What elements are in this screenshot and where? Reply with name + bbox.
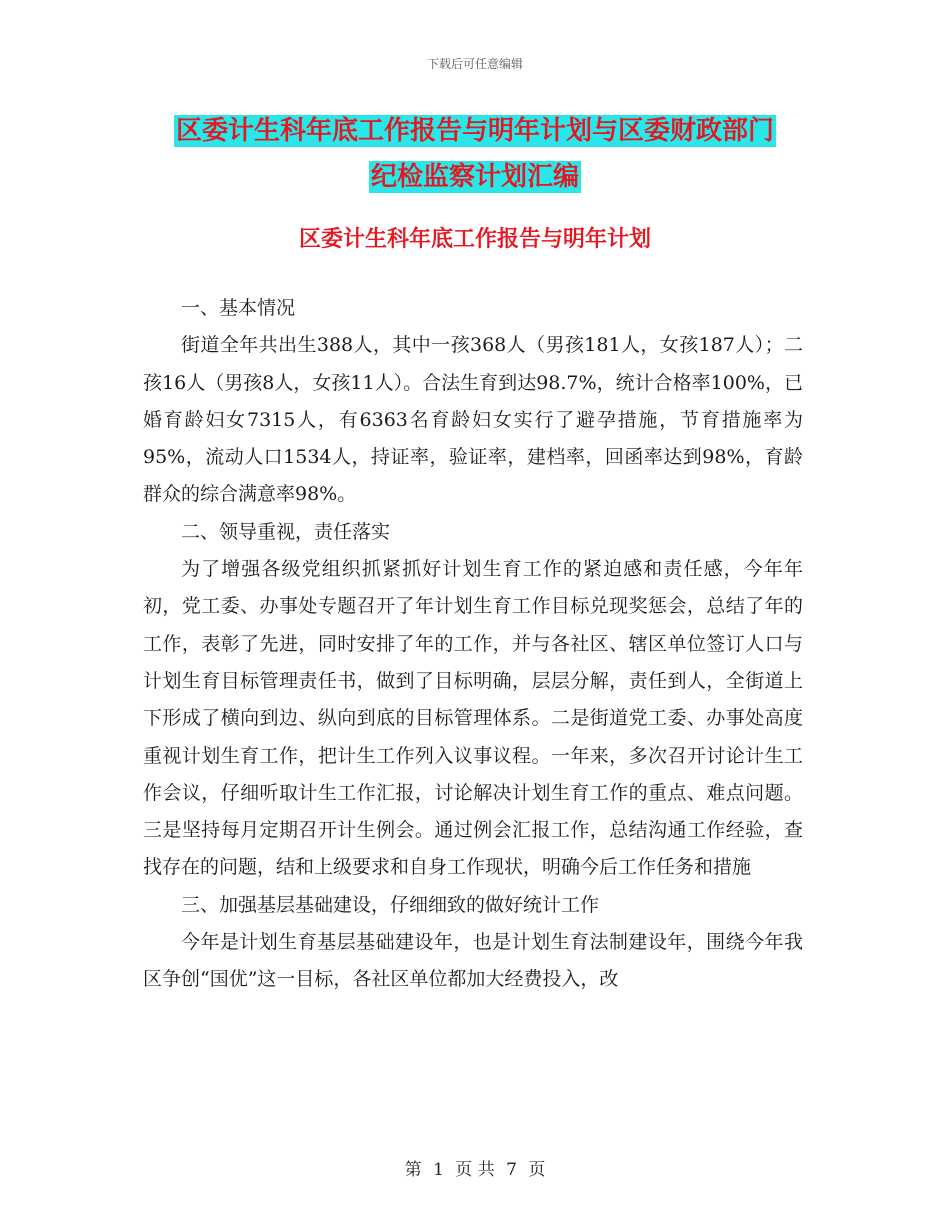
footer-page-number: 1: [433, 1160, 444, 1180]
heading-grassroots: 三、加强基层基础建设，仔细细致的做好统计工作: [181, 893, 600, 916]
paragraph-leadership: 为了增强各级党组织抓紧抓好计划生育工作的紧迫感和责任感，今年年初，党工委、办事处专题召开了年计划生育工作目标兑现奖惩会，总结了年的工作，表彰了先进，同时安排了年的工作，并与各社区、辖区单位签订人口与计划生育目标管理责任书，做到了目标明确，层层分解，责任到人，全街道上下形成了横向到边、纵向到底的目标管理体系。二是街道党工委、办事处高度重视计划生育工作，把计生工作列入议事议程。一年来，多次召开讨论计生工作会议，仔细听取计生工作汇报，讨论解决计划生育工作的重点、难点问题。三是坚持每月定期召开计生例会。通过例会汇报工作，总结沟通工作经验，查找存在的问题，结和上级要求和自身工作现状，明确今后工作任务和措施: [143, 558, 803, 879]
footer-total-pages: 7: [506, 1160, 517, 1180]
document-body: [143, 290, 803, 999]
paragraph-grassroots: 今年是计划生育基层基础建设年，也是计划生育法制建设年，围绕今年我区争创“国优”这一目标，各社区单位都加大经费投入，改: [143, 931, 803, 991]
page-footer: [0, 1155, 950, 1180]
footer-suffix: 页: [528, 1160, 546, 1180]
heading-basic-situation: 一、基本情况: [181, 297, 296, 319]
heading-leadership: 二、领导重视，责任落实: [181, 520, 391, 543]
paragraph-basic-situation: 街道全年共出生388人，其中一孩368人（男孩181人，女孩187人）；二孩16人（男孩8人，女孩11人）。合法生育到达98.7%，统计合格率100%，已婚育龄妇女7315人，有6363名育龄妇女实行了避孕措施，节育措施率为95%，流动人口1534人，持证率，验证率，建档率，回函率达到98%，育龄群众的综合满意率98%。: [143, 334, 803, 506]
section-title: 区委计生科年底工作报告与明年计划: [298, 227, 651, 252]
document-title: [140, 108, 810, 200]
title-line-2: 纪检监察计划汇编: [370, 162, 579, 192]
header-note: 下载后可任意编辑: [426, 57, 523, 71]
title-line-1: 区委计生科年底工作报告与明年计划与区委财政部门: [175, 116, 774, 146]
footer-prefix: 第: [404, 1160, 422, 1180]
footer-middle: 页 共: [455, 1160, 495, 1180]
